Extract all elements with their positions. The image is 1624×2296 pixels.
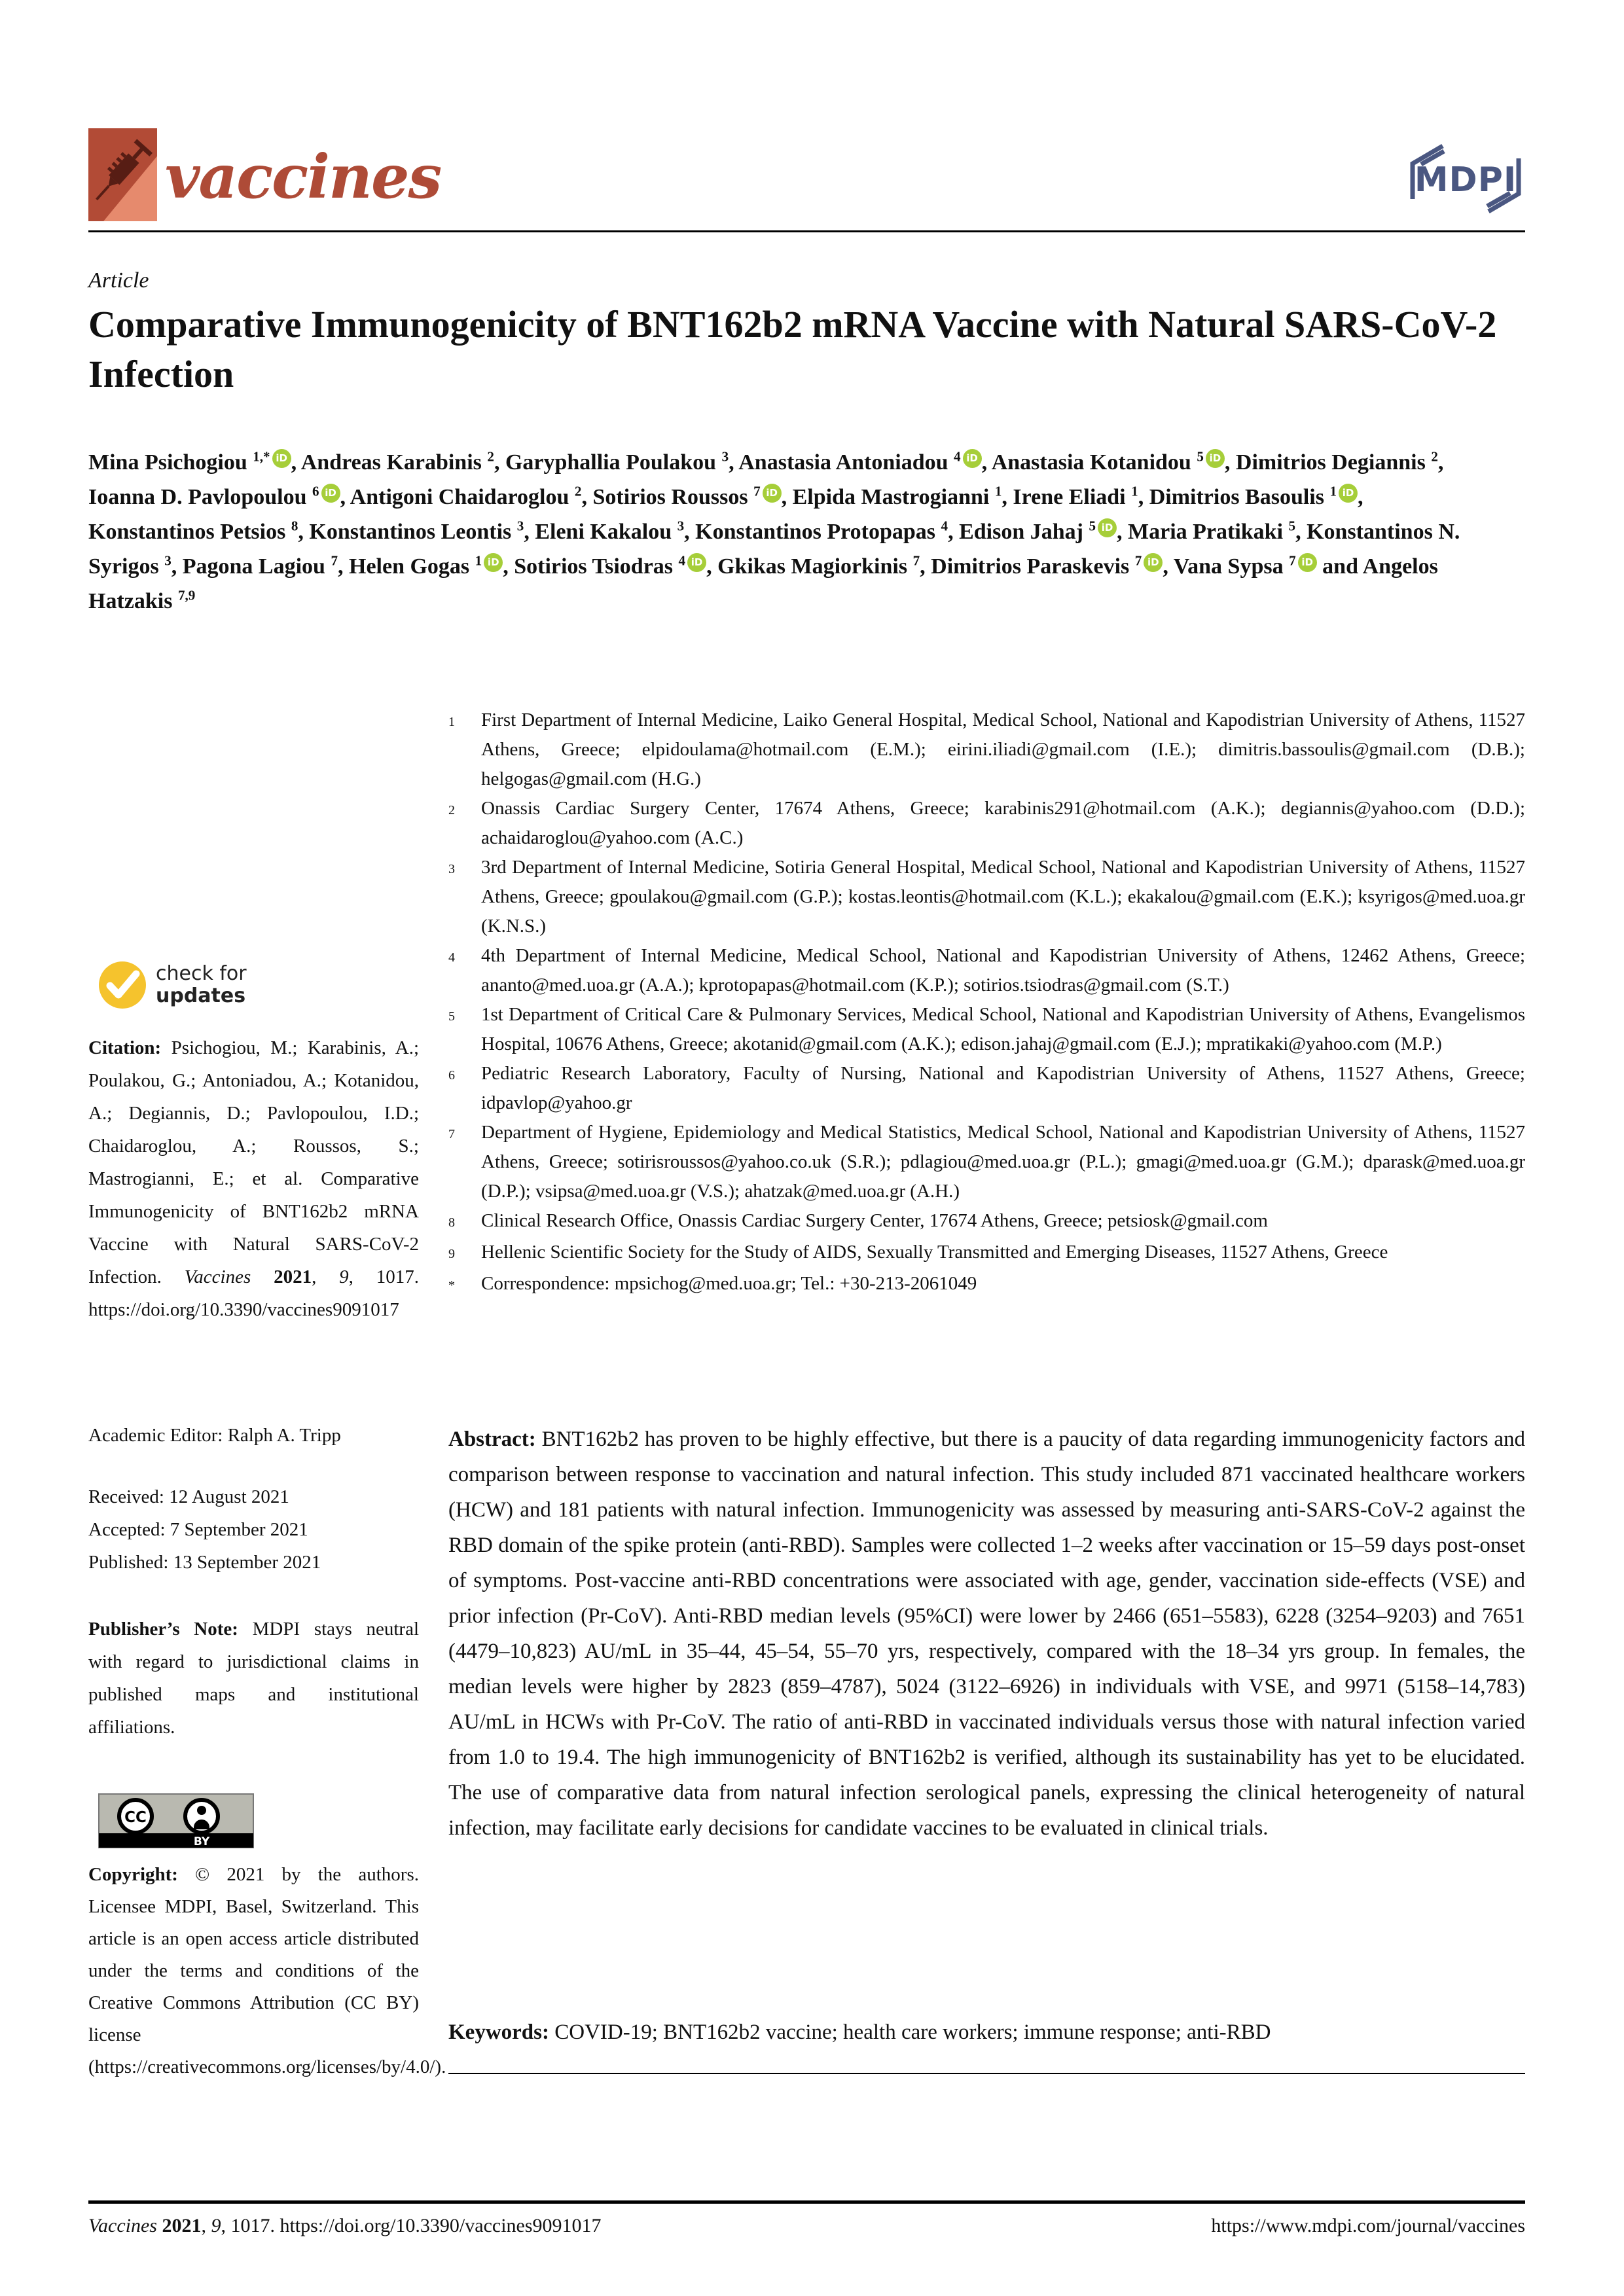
text-segment: , 1017. https://doi.org/10.3390/vaccines9091017 — [221, 2215, 602, 2236]
orcid-icon[interactable]: iD — [763, 484, 782, 503]
author-name: Konstantinos Protopapas — [695, 520, 941, 544]
author-affiliation-sup: 1 — [475, 552, 482, 569]
author-name: Mina Psichogiou — [88, 450, 253, 475]
keywords — [448, 2015, 1525, 2050]
author-name: Konstantinos Petsios — [88, 520, 291, 544]
author-affiliation-sup: 4 — [954, 448, 961, 465]
author-affiliation-sup: 1 — [1329, 483, 1337, 499]
affiliation-text: Onassis Cardiac Surgery Center, 17674 Athens, Greece; karabinis291@hotmail.com (A.K.); degiannis@yahoo.com (D.D.); achaidaroglou@yahoo.com (A.C.) — [481, 798, 1525, 848]
text-segment: 2021 — [274, 1266, 312, 1287]
copyright-block — [88, 1859, 446, 2083]
text-segment: , — [201, 2215, 211, 2236]
author-name: Helen Gogas — [349, 554, 475, 579]
text-segment: 9 — [211, 2215, 221, 2236]
copyright-label: Copyright: — [88, 1864, 196, 1885]
mdpi-logo-text: MDPI — [1414, 160, 1517, 200]
affiliation-row — [448, 1269, 1525, 1300]
affiliation-number: 3 — [448, 862, 455, 876]
affiliation-number: 4 — [448, 950, 455, 965]
academic-editor: Academic Editor: Ralph A. Tripp — [88, 1425, 341, 1446]
affiliation-row — [448, 941, 1525, 1000]
author-name: Konstantinos N. Syrigos — [88, 520, 1460, 579]
abstract — [448, 1422, 1525, 1846]
author-name: Dimitrios Degiannis — [1235, 450, 1432, 475]
affiliation-row — [448, 1118, 1525, 1206]
orcid-icon[interactable]: iD — [1339, 484, 1358, 503]
author-affiliation-sup: 2 — [574, 483, 582, 499]
orcid-icon[interactable]: iD — [1206, 449, 1225, 468]
author-name: Vana Sypsa — [1173, 554, 1290, 579]
author-name: Irene Eliadi — [1013, 485, 1132, 509]
author-affiliation-sup: 7,9 — [177, 587, 196, 603]
author-affiliation-sup: 3 — [677, 518, 685, 534]
author-name: Sotirios Roussos — [592, 485, 754, 509]
orcid-icon[interactable]: iD — [1298, 553, 1317, 572]
keywords-text: COVID-19; BNT162b2 vaccine; health care workers; immune response; anti-RBD — [554, 2020, 1271, 2044]
orcid-icon[interactable]: iD — [963, 449, 982, 468]
check-for-updates-text — [156, 963, 247, 1007]
history-dates — [88, 1480, 419, 1579]
received-date: Received: 12 August 2021 — [88, 1486, 289, 1507]
citation-block — [88, 1031, 419, 1326]
affiliation-list — [448, 706, 1525, 1300]
author-name: Dimitrios Basoulis — [1149, 485, 1330, 509]
author-affiliation-sup: 4 — [941, 518, 948, 534]
affiliation-number: 6 — [448, 1068, 455, 1083]
orcid-icon[interactable]: iD — [1144, 553, 1163, 572]
affiliation-text: Pediatric Research Laboratory, Faculty of Nursing, National and Kapodistrian University of Athens, 11527 Athens, Greece; idpavlop@yahoo.gr — [481, 1063, 1525, 1113]
text-segment: , 1017. https://doi.org/10.3390/vaccines9091017 — [88, 1266, 420, 1320]
author-name: Antigoni Chaidaroglou — [350, 485, 575, 509]
affiliation-text: First Department of Internal Medicine, Laiko General Hospital, Medical School, National and Kapodistrian University of Athens, 11527 Athens, Greece; elpidoulama@hotmail.com (E.M.); eirini.iliadi@gmail.com (I.E.); dimitris.bassoulis@gmail.com (D.B.); helgogas@gmail.com (H.G.) — [481, 709, 1525, 789]
text-segment: 2021 — [162, 2215, 202, 2236]
author-name: Maria Pratikaki — [1128, 520, 1289, 544]
affiliation-row — [448, 1206, 1525, 1238]
author-affiliation-sup: 3 — [516, 518, 524, 534]
author-affiliation-sup: 4 — [678, 552, 686, 569]
affiliation-number: 5 — [448, 1009, 455, 1024]
keywords-label: Keywords: — [448, 2020, 555, 2044]
author-name: Dimitrios Paraskevis — [931, 554, 1135, 579]
author-affiliation-sup: 3 — [164, 552, 171, 569]
check-for-updates-badge[interactable] — [98, 961, 247, 1009]
author-name: Eleni Kakalou — [535, 520, 677, 544]
abstract-text: BNT162b2 has proven to be highly effective, but there is a paucity of data regarding immunogenicity factors and comparison between response to vaccination and natural infection. This study included 871 vaccinated healthcare workers (HCW) and 181 patients with natural infection. Immunogenicity was assessed by measuring anti-SARS-CoV-2 against the RBD domain of the spike protein (anti-RBD). Samples were collected 1–2 weeks after vaccination or 15–59 days post-onset of symptoms. Post-vaccine anti-RBD concentrations were associated with age, gender, vaccination side-effects (VSE) and prior infection (Pr-CoV). Anti-RBD median levels (95%CI) were lower by 2466 (651–5583), 6228 (3254–9203) and 7651 (4479–10,823) AU/mL in 35–44, 45–54, 55–70 yrs, respectively, compared with the 18–34 yrs group. In females, the median levels were higher by 2823 (859–4787), 5024 (3122–6926) in individuals with VSE, and 9971 (5158–14,783) AU/mL in HCWs with Pr-CoV. The ratio of anti-RBD in vaccinated individuals versus those with natural infection varied from 1.0 to 19.4. The high immunogenicity of BNT162b2 is verified, although its sustainability has yet to be elucidated. The use of comparative data from natural infection serological panels, expressing the clinical heterogeneity of natural infection, may facilitate early decisions for candidate vaccines to be evaluated in clinical trials. — [448, 1427, 1525, 1840]
author-name: Ioanna D. Pavlopoulou — [88, 485, 312, 509]
publishers-note — [88, 1613, 419, 1744]
author-affiliation-sup: 1 — [1131, 483, 1138, 499]
author-affiliation-sup: 5 — [1089, 518, 1096, 534]
author-name: Anastasia Antoniadou — [738, 450, 954, 475]
author-affiliation-sup: 8 — [291, 518, 298, 534]
affiliation-number: 2 — [448, 803, 455, 817]
author-name: Sotirios Tsiodras — [514, 554, 679, 579]
affiliation-number: 9 — [448, 1247, 455, 1261]
abstract-label: Abstract: — [448, 1427, 542, 1451]
publishers-note-label: Publisher’s Note: — [88, 1619, 253, 1640]
syringe-icon — [88, 128, 157, 221]
cc-by-license-badge[interactable] — [98, 1793, 254, 1848]
text-segment: 9 — [339, 1266, 349, 1287]
keywords-divider — [448, 2073, 1525, 2074]
author-affiliation-sup: 1 — [994, 483, 1002, 499]
author-affiliation-sup: 7 — [912, 552, 920, 569]
author-affiliation-sup: 2 — [1431, 448, 1438, 465]
accepted-date: Accepted: 7 September 2021 — [88, 1519, 308, 1540]
orcid-icon[interactable]: iD — [272, 449, 291, 468]
text-segment: Vaccines — [184, 1266, 274, 1287]
author-name: Edison Jahaj — [959, 520, 1089, 544]
affiliation-number: 1 — [448, 715, 455, 729]
author-name: Elpida Mastrogianni — [792, 485, 995, 509]
journal-wordmark: vaccines — [165, 141, 441, 212]
author-affiliation-sup: 7 — [1134, 552, 1142, 569]
footer-journal-url[interactable]: https://www.mdpi.com/journal/vaccines — [1211, 2215, 1525, 2236]
affiliation-number: 8 — [448, 1215, 455, 1230]
affiliation-row — [448, 853, 1525, 941]
author-name: Garyphallia Poulakou — [505, 450, 722, 475]
orcid-icon[interactable]: iD — [484, 553, 503, 572]
author-affiliation-sup: 3 — [721, 448, 729, 465]
author-affiliation-sup: 6 — [312, 483, 319, 499]
check-icon — [98, 961, 147, 1009]
check-for-updates-line2: updates — [156, 984, 246, 1007]
affiliation-row — [448, 1238, 1525, 1269]
author-affiliation-sup: 7 — [753, 483, 761, 499]
author-affiliation-sup: 5 — [1197, 448, 1204, 465]
author-list: Mina Psichogiou $^{1,*}$ iD , Andreas Karabinis $^2$, Garyphallia Poulakou $^3$, Anastasia Antoniadou $^4$ iD , Anastasia Kotanidou $^5$ iD , Dimitrios Degiannis $^2$, Ioanna D. Pavlopoulou $^6$ iD , Antigoni Chaidaroglou $^2$, Sotirios Roussos $^7$ iD , Elpida Mastrogianni $^1$, Irene Eliadi $^1$, Dimitrios Basoulis $^1$ iD , Konstantinos Petsios $^8$, Konstantinos Leontis $^3$, Eleni Kakalou $^3$, Konstantinos Protopapas $^4$, Edison Jahaj $^5$ iD , Maria Pratikaki $^5$, Konstantinos N. Syrigos $^3$, Pagona Lagiou $^7$, Helen Gogas $^1$ iD , Sotirios Tsiodras $^4$ iD , Gkikas Magiorkinis $^7$, Dimitrios Paraskevis $^7$ iD , Vana Sypsa $^7$ iD and Angelos Hatzakis $^{7,9}$ — [88, 448, 1460, 613]
author-name: Angelos Hatzakis — [88, 554, 1438, 613]
by-label: BY — [193, 1835, 210, 1848]
author-affiliation-sup: 7 — [331, 552, 338, 569]
check-for-updates-line1: check for — [156, 962, 247, 985]
affiliation-number: 7 — [448, 1127, 455, 1141]
publishers-note-text: MDPI stays neutral with regard to jurisdictional claims in published maps and institutional affiliations. — [88, 1619, 420, 1738]
mdpi-logo — [1406, 137, 1525, 220]
orcid-icon[interactable]: iD — [1098, 518, 1117, 537]
affiliation-row — [448, 706, 1525, 794]
affiliation-row — [448, 1000, 1525, 1059]
affiliation-row — [448, 1059, 1525, 1118]
footer-divider — [88, 2200, 1525, 2204]
vaccines-journal-logo — [88, 128, 157, 221]
affiliation-text: Correspondence: mpsichog@med.uoa.gr; Tel.: +30-213-2061049 — [481, 1273, 977, 1294]
affiliation-text: Hellenic Scientific Society for the Study of AIDS, Sexually Transmitted and Emerging Diseases, 11527 Athens, Greece — [481, 1242, 1388, 1263]
text-segment: , — [312, 1266, 340, 1287]
copyright-text: © 2021 by the authors. Licensee MDPI, Basel, Switzerland. This article is an open access article distributed under the terms and conditions of the Creative Commons Attribution (CC BY) license (https://creativecommons.org/licenses/by/4.0/). — [88, 1864, 446, 2077]
affiliation-text: 3rd Department of Internal Medicine, Sotiria General Hospital, Medical School, National and Kapodistrian University of Athens, 11527 Athens, Greece; gpoulakou@gmail.com (G.P.); kostas.leontis@hotmail.com (K.L.); ekakalou@gmail.com (E.K.); ksyrigos@med.uoa.gr (K.N.S.) — [481, 857, 1525, 937]
article-type-label: Article — [88, 268, 149, 293]
author-affiliation-sup: 5 — [1288, 518, 1296, 534]
affiliation-row — [448, 794, 1525, 853]
text-segment: Citation: — [88, 1037, 171, 1058]
footer-citation[interactable] — [88, 2215, 602, 2237]
cc-icon-label: CC — [124, 1809, 147, 1826]
text-segment: Psichogiou, M.; Karabinis, A.; Poulakou, G.; Antoniadou, A.; Kotanidou, A.; Degiannis, D.; Pavlopoulou, I.D.; Chaidaroglou, A.; Roussos, S.; Mastrogianni, E.; et al. Comparative Immunogenicity of BNT162b2 mRNA Vaccine with Natural SARS-CoV-2 Infection. — [88, 1037, 419, 1287]
author-name: Pagona Lagiou — [182, 554, 331, 579]
author-name: Konstantinos Leontis — [309, 520, 517, 544]
affiliation-text: 4th Department of Internal Medicine, Medical School, National and Kapodistrian University of Athens, 12462 Athens, Greece; ananto@med.uoa.gr (A.A.); kprotopapas@hotmail.com (K.P.); sotirios.tsiodras@gmail.com (S.T.) — [481, 945, 1525, 996]
affiliation-number: * — [448, 1278, 455, 1293]
author-affiliation-sup: 1,* — [253, 448, 270, 465]
affiliation-text: Clinical Research Office, Onassis Cardiac Surgery Center, 17674 Athens, Greece; petsiosk@gmail.com — [481, 1210, 1268, 1231]
author-name: Andreas Karabinis — [300, 450, 488, 475]
orcid-icon[interactable]: iD — [321, 484, 340, 503]
header-divider — [88, 230, 1525, 232]
author-affiliation-sup: 2 — [487, 448, 494, 465]
text-segment: Vaccines — [88, 2215, 162, 2236]
author-name: Anastasia Kotanidou — [991, 450, 1197, 475]
affiliation-text: 1st Department of Critical Care & Pulmonary Services, Medical School, National and Kapodistrian University of Athens, Evangelismos Hospital, 10676 Athens, Greece; akotanid@gmail.com (A.K.); edison.jahaj@gmail.com (E.J.); mpratikaki@yahoo.com (M.P.) — [481, 1004, 1525, 1054]
page-title: Comparative Immunogenicity of BNT162b2 mRNA Vaccine with Natural SARS-CoV-2 Infection — [88, 303, 1497, 395]
author-name: Gkikas Magiorkinis — [717, 554, 913, 579]
published-date: Published: 13 September 2021 — [88, 1552, 321, 1573]
affiliation-text: Department of Hygiene, Epidemiology and Medical Statistics, Medical School, National and Kapodistrian University of Athens, 11527 Athens, Greece; sotirisroussos@yahoo.co.uk (S.R.); pdlagiou@med.uoa.gr (P.L.); gmagi@med.uoa.gr (G.M.); dparask@med.uoa.gr (D.P.); vsipsa@med.uoa.gr (V.S.); ahatzak@med.uoa.gr (A.H.) — [481, 1122, 1525, 1202]
author-affiliation-sup: 7 — [1289, 552, 1296, 569]
orcid-icon[interactable]: iD — [687, 553, 706, 572]
